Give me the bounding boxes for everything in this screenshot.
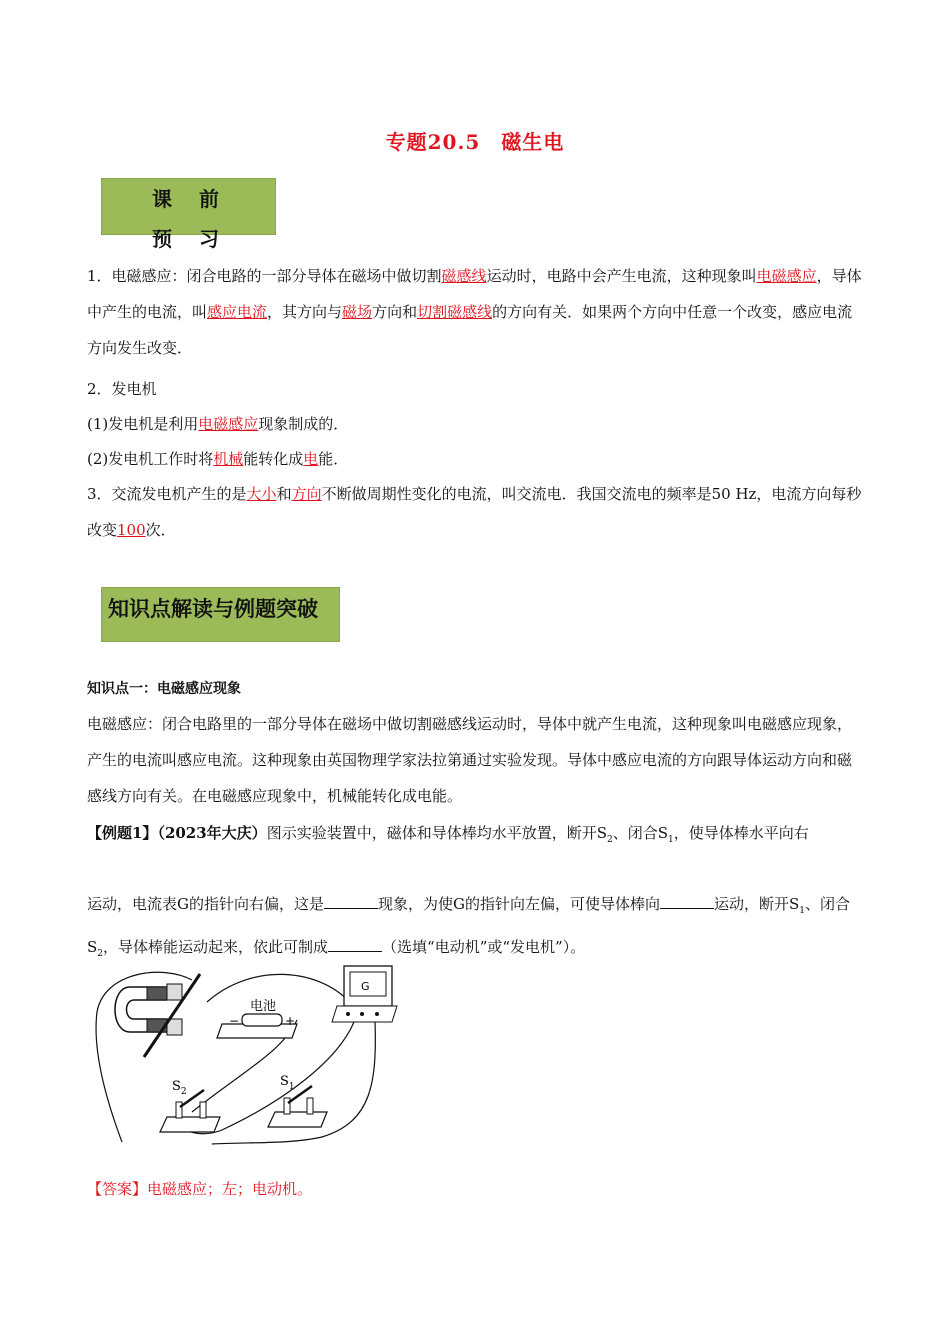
- example-1-question: 【例题1】（2023年大庆）图示实验装置中，磁体和导体棒均水平放置，断开$S_2$、闭合$S_1$，使导体棒水平向右: [87, 824, 809, 845]
- preview-item-2a: (1)发电机是利用电磁感应现象制成的．: [87, 415, 349, 433]
- experiment-diagram: [92, 962, 437, 1147]
- answer-blank-1[interactable]: [324, 894, 378, 909]
- preview-item-1: 1．电磁感应：闭合电路的一部分导体在磁场中做切割磁感线运动时，电路中会产生电流，这种现象叫电磁感应，导体中产生的电流，叫感应电流，其方向与磁场方向和切割磁感线的方向有关．如果两个方向中任意一个改变，感应电流方向发生改变．: [87, 267, 862, 357]
- preview-item-3: 3．交流发电机产生的是大小和方向不断做周期性变化的电流，叫交流电．我国交流电的频率是50 Hz，电流方向每秒改变100次．: [87, 485, 862, 539]
- example-1-source: （2023年大庆）: [157, 824, 267, 842]
- answer-blank-2[interactable]: [660, 894, 714, 909]
- svg-text:G: G: [361, 980, 370, 993]
- svg-text:+: +: [285, 1014, 296, 1028]
- preview-item-2b: (2)发电机工作时将机械能转化成电能．: [87, 450, 349, 468]
- section-preview-label: 课 前 预 习: [152, 187, 229, 251]
- battery-icon: [217, 998, 297, 1038]
- section-knowledge-label: 知识点解读与例题突破: [108, 597, 318, 621]
- example-1-label: 【例题1】: [87, 824, 158, 842]
- section-knowledge-header: [101, 587, 340, 642]
- switch-s2-icon: [160, 1079, 220, 1132]
- page-title: 专题20.5 磁生电: [385, 130, 565, 154]
- preview-item-2: 2．发电机: [87, 380, 157, 398]
- svg-text:S2: $S_2$: [172, 1079, 187, 1097]
- wire: [207, 974, 354, 1007]
- horseshoe-magnet-icon: [115, 984, 182, 1035]
- svg-text:S1: $S_1$: [280, 1074, 295, 1092]
- answer-blank-3[interactable]: [328, 937, 382, 952]
- svg-text:电池: 电池: [250, 999, 277, 1014]
- svg-text:−: −: [229, 1014, 240, 1028]
- section-preview-header: [101, 178, 276, 251]
- knowledge-point-1-title: 知识点一：电磁感应现象: [87, 681, 241, 697]
- knowledge-point-1-body: 电磁感应：闭合电路里的一部分导体在磁场中做切割磁感线运动时，导体中就产生电流，这种现象叫电磁感应现象，产生的电流叫感应电流。这种现象由英国物理学家法拉第通过实验发现。导体中感应电流的方向跟导体运动方向和磁感线方向有关。在电磁感应现象中，机械能转化成电能。: [87, 715, 853, 805]
- answer-text: 【答案】电磁感应；左；电动机。: [87, 1180, 313, 1198]
- example-1-question-cont: 运动，电流表G的指针向右偏，这是 现象，为使G的指针向左偏，可使导体棒向 运动，断开$S_1$、闭合$S_2$，导体棒能运动起来，依此可制成 （选填“电动机”或“发电机”）。: [87, 895, 850, 959]
